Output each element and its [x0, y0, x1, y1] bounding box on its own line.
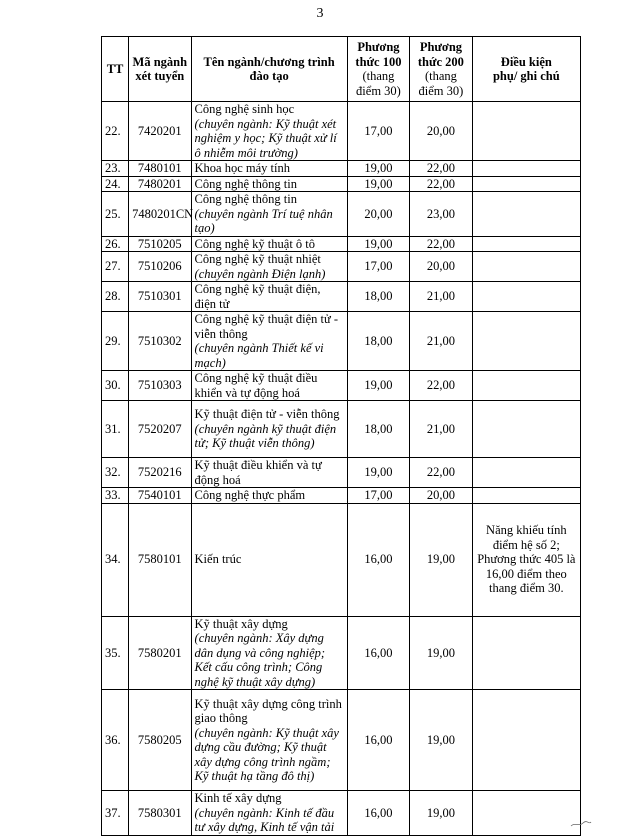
- notes-cell: [472, 236, 580, 252]
- program-code-cell: [129, 102, 191, 161]
- row-number-cell: [102, 102, 129, 161]
- score-method-100: 19,00: [364, 236, 393, 251]
- score-method-100: 16,00: [364, 732, 393, 747]
- table-row: [102, 102, 581, 161]
- program-code-cell: [129, 690, 191, 791]
- score-method-100-cell: [347, 371, 409, 401]
- program-name-cell: [191, 236, 347, 252]
- score-method-100: 18,00: [364, 333, 393, 348]
- table-row: [102, 458, 581, 488]
- row-number: 23.: [105, 161, 121, 175]
- row-number-cell: [102, 401, 129, 458]
- program-name: Công nghệ thông tin: [194, 176, 297, 191]
- program-name-cell: [191, 161, 347, 177]
- program-code: 7420201: [137, 123, 182, 138]
- notes-cell: [472, 690, 580, 791]
- table-row: [102, 488, 581, 504]
- table-row: [102, 176, 581, 192]
- score-method-100-cell: [347, 791, 409, 836]
- row-number: 32.: [105, 465, 121, 480]
- score-method-200: 21,00: [426, 289, 455, 304]
- program-name-cell: [191, 401, 347, 458]
- notes-cell: [472, 488, 580, 504]
- score-method-200-cell: [410, 488, 472, 504]
- notes-cell: [472, 282, 580, 312]
- program-name-cell: [191, 458, 347, 488]
- program-code: 7480201: [137, 176, 182, 191]
- program-name: Công nghệ kỹ thuật điện, điện tử: [194, 282, 321, 311]
- row-number-cell: [102, 616, 129, 690]
- program-code: 7520216: [137, 465, 182, 480]
- program-code: 7480101: [137, 161, 182, 175]
- score-method-100: 17,00: [364, 488, 393, 502]
- score-method-200-cell: [410, 312, 472, 371]
- program-specialization: (chuyên ngành: Kỹ thuật xét nghiệm y học; Kỹ thuật xử lí ô nhiễm môi trường): [194, 116, 337, 160]
- row-number-cell: [102, 252, 129, 282]
- program-code: 7480201CN: [132, 206, 194, 221]
- notes-cell: [472, 192, 580, 237]
- row-number-cell: [102, 236, 129, 252]
- score-method-200: 22,00: [426, 161, 455, 175]
- header-method-200: Phương thức 200 (thang điểm 30): [410, 37, 472, 102]
- score-method-100: 16,00: [364, 645, 393, 660]
- program-name-cell: [191, 102, 347, 161]
- row-number: 35.: [105, 645, 121, 660]
- program-name-cell: [191, 252, 347, 282]
- score-method-200: 20,00: [426, 259, 455, 274]
- score-method-100-cell: [347, 312, 409, 371]
- notes-cell: [472, 312, 580, 371]
- score-method-200: 22,00: [426, 236, 455, 251]
- program-code-cell: [129, 371, 191, 401]
- row-number: 29.: [105, 333, 121, 348]
- notes-cell: [472, 791, 580, 836]
- program-code: 7510302: [137, 333, 182, 348]
- program-name: Công nghệ thông tin: [194, 192, 297, 206]
- program-name: Công nghệ kỹ thuật nhiệt: [194, 252, 321, 266]
- program-name-cell: [191, 616, 347, 690]
- score-method-200-cell: [410, 176, 472, 192]
- header-tt: TT: [102, 37, 129, 102]
- program-name: Khoa học máy tính: [194, 161, 290, 175]
- score-method-200: 22,00: [426, 378, 455, 393]
- score-method-100: 18,00: [364, 289, 393, 304]
- header-notes: Điều kiện phụ/ ghi chú: [472, 37, 580, 102]
- table-row: [102, 236, 581, 252]
- table-row: [102, 371, 581, 401]
- program-name: Kỹ thuật xây dựng công trình giao thông: [194, 696, 342, 725]
- program-name: Công nghệ kỹ thuật ô tô: [194, 236, 316, 251]
- score-method-200-cell: [410, 616, 472, 690]
- program-code-cell: [129, 458, 191, 488]
- program-specialization: (chuyên ngành Trí tuệ nhân tạo): [194, 206, 333, 235]
- program-name: Công nghệ kỹ thuật điều khiển và tự động hoá: [194, 371, 318, 400]
- score-method-100-cell: [347, 161, 409, 177]
- score-method-200: 20,00: [426, 123, 455, 138]
- score-method-100: 19,00: [364, 465, 393, 480]
- program-name-cell: [191, 371, 347, 401]
- score-method-100: 17,00: [364, 259, 393, 274]
- row-number: 34.: [105, 552, 121, 567]
- table-row: [102, 192, 581, 237]
- table-row: [102, 252, 581, 282]
- program-specialization: (chuyên ngành kỹ thuật điện tử; Kỹ thuật viễn thông): [194, 421, 337, 451]
- program-name: Kỹ thuật xây dựng: [194, 616, 288, 631]
- table-row: [102, 791, 581, 836]
- row-number-cell: [102, 282, 129, 312]
- score-method-200-cell: [410, 252, 472, 282]
- row-number: 37.: [105, 805, 121, 820]
- score-method-200: 22,00: [426, 176, 455, 191]
- score-method-100-cell: [347, 102, 409, 161]
- row-number-cell: [102, 690, 129, 791]
- score-method-200: 19,00: [426, 805, 455, 820]
- score-method-200-cell: [410, 371, 472, 401]
- program-code: 7510205: [137, 236, 182, 251]
- notes-cell: [472, 458, 580, 488]
- notes-cell: [472, 503, 580, 616]
- row-number: 22.: [105, 123, 121, 138]
- program-name: Kỹ thuật điện tử - viễn thông: [194, 407, 340, 422]
- score-method-200-cell: [410, 236, 472, 252]
- program-specialization: (chuyên ngành Điện lạnh): [194, 266, 326, 281]
- program-code-cell: [129, 161, 191, 177]
- program-code: 7540101: [137, 488, 182, 502]
- score-method-200: 19,00: [426, 732, 455, 747]
- row-number: 31.: [105, 421, 121, 436]
- table-row: [102, 161, 581, 177]
- score-method-200: 19,00: [426, 645, 455, 660]
- score-method-200-cell: [410, 161, 472, 177]
- notes-cell: [472, 401, 580, 458]
- score-method-100-cell: [347, 282, 409, 312]
- row-number: 26.: [105, 236, 121, 251]
- score-method-200: 22,00: [426, 465, 455, 480]
- program-name-cell: [191, 282, 347, 312]
- table-row: [102, 282, 581, 312]
- score-method-100-cell: [347, 690, 409, 791]
- program-name-cell: [191, 791, 347, 836]
- program-specialization: (chuyên ngành: Kỹ thuật xây dựng cầu đường; Kỹ thuật xây dựng công trình ngầm; Kỹ thuật hạ tầng đô thị): [194, 725, 339, 783]
- table-row: [102, 401, 581, 458]
- header-program-name: Tên ngành/chương trình đào tạo: [191, 37, 347, 102]
- score-method-200-cell: [410, 458, 472, 488]
- score-method-100: 18,00: [364, 421, 393, 436]
- score-method-100: 16,00: [364, 805, 393, 820]
- program-code: 7510206: [137, 259, 182, 274]
- row-number-cell: [102, 176, 129, 192]
- row-number-cell: [102, 192, 129, 237]
- program-code-cell: [129, 176, 191, 192]
- program-name-cell: [191, 690, 347, 791]
- program-code-cell: [129, 503, 191, 616]
- score-method-200: 21,00: [426, 421, 455, 436]
- score-method-100: 19,00: [364, 378, 393, 393]
- table-row: [102, 503, 581, 616]
- score-method-100-cell: [347, 176, 409, 192]
- program-code-cell: [129, 401, 191, 458]
- program-code: 7580301: [137, 805, 182, 820]
- table-row: [102, 690, 581, 791]
- score-method-200-cell: [410, 503, 472, 616]
- score-method-100: 16,00: [364, 552, 393, 567]
- row-number-cell: [102, 791, 129, 836]
- notes-cell: [472, 252, 580, 282]
- score-method-200: 19,00: [426, 552, 455, 567]
- program-code-cell: [129, 192, 194, 237]
- program-code: 7580201: [137, 645, 182, 660]
- score-method-100-cell: [347, 252, 409, 282]
- program-specialization: (chuyên ngành Thiết kế vi mạch): [194, 341, 324, 370]
- header-code: Mã ngành xét tuyển: [129, 37, 191, 102]
- notes-cell: [472, 616, 580, 690]
- program-code: 7580205: [137, 732, 182, 747]
- program-code: 7580101: [137, 552, 182, 567]
- score-method-200-cell: [410, 401, 472, 458]
- row-number-cell: [102, 161, 129, 177]
- program-code-cell: [129, 282, 191, 312]
- row-number-cell: [102, 458, 129, 488]
- program-code: 7510301: [137, 289, 182, 304]
- score-method-100: 19,00: [364, 161, 393, 175]
- score-method-100-cell: [347, 458, 409, 488]
- score-method-100: 19,00: [364, 176, 393, 191]
- notes-cell: [472, 102, 580, 161]
- row-number: 24.: [105, 176, 121, 191]
- note-text: Năng khiếu tính điểm hệ số 2; Phương thức 405 là 16,00 điểm theo thang điểm 30.: [477, 523, 576, 596]
- program-name: Công nghệ sinh học: [194, 102, 295, 116]
- program-name-cell: [191, 503, 347, 616]
- table-header-row: [102, 37, 581, 102]
- program-name-cell: [191, 176, 347, 192]
- score-method-200-cell: [410, 690, 472, 791]
- program-code-cell: [129, 791, 191, 836]
- program-code: 7520207: [137, 421, 182, 436]
- row-number-cell: [102, 371, 129, 401]
- notes-cell: [472, 371, 580, 401]
- program-code-cell: [129, 616, 191, 690]
- row-number-cell: [102, 488, 129, 504]
- program-name: Công nghệ kỹ thuật điện tử - viễn thông: [194, 312, 339, 341]
- row-number-cell: [102, 503, 129, 616]
- score-method-200-cell: [410, 791, 472, 836]
- program-name: Kinh tế xây dựng: [194, 791, 282, 805]
- page-number: 3: [316, 6, 324, 21]
- table-row: [102, 616, 581, 690]
- score-method-100-cell: [347, 503, 409, 616]
- program-code: 7510303: [137, 378, 182, 393]
- score-method-100: 20,00: [364, 206, 393, 221]
- program-name-cell: [191, 192, 347, 237]
- program-code-cell: [129, 488, 191, 504]
- header-method-100: Phương thức 100 (thang điểm 30): [347, 37, 409, 102]
- row-number: 27.: [105, 259, 121, 274]
- program-specialization: (chuyên ngành: Xây dựng dân dụng và công nghiệp; Kết cấu công trình; Công nghệ kỹ thuật xây dựng): [194, 631, 326, 689]
- row-number: 30.: [105, 378, 121, 393]
- program-code-cell: [129, 312, 191, 371]
- table-row: [102, 312, 581, 371]
- row-number: 36.: [105, 732, 121, 747]
- score-method-100-cell: [347, 401, 409, 458]
- program-name: Kiến trúc: [194, 552, 242, 567]
- admission-scores-table: [101, 36, 581, 836]
- row-number: 33.: [105, 488, 121, 502]
- row-number: 25.: [105, 206, 121, 221]
- program-name: Công nghệ thực phẩm: [194, 488, 306, 502]
- program-specialization: (chuyên ngành: Kinh tế đầu tư xây dựng, Kinh tế vận tải: [194, 805, 335, 834]
- program-code-cell: [129, 252, 191, 282]
- score-method-200: 20,00: [426, 488, 455, 502]
- program-name-cell: [191, 488, 347, 504]
- score-method-200-cell: [410, 282, 472, 312]
- score-method-100-cell: [347, 616, 409, 690]
- score-method-100-cell: [347, 192, 409, 237]
- score-method-200-cell: [410, 192, 472, 237]
- score-method-200: 21,00: [426, 333, 455, 348]
- program-code-cell: [129, 236, 191, 252]
- score-method-100-cell: [347, 488, 409, 504]
- score-method-100: 17,00: [364, 123, 393, 138]
- score-method-200-cell: [410, 102, 472, 161]
- notes-cell: [472, 176, 580, 192]
- score-method-200: 23,00: [426, 206, 455, 221]
- score-method-100-cell: [347, 236, 409, 252]
- row-number: 28.: [105, 289, 121, 304]
- notes-cell: [472, 161, 580, 177]
- pen-mark-icon: [570, 820, 592, 828]
- program-name: Kỹ thuật điều khiển và tự động hoá: [194, 458, 322, 487]
- program-name-cell: [191, 312, 347, 371]
- row-number-cell: [102, 312, 129, 371]
